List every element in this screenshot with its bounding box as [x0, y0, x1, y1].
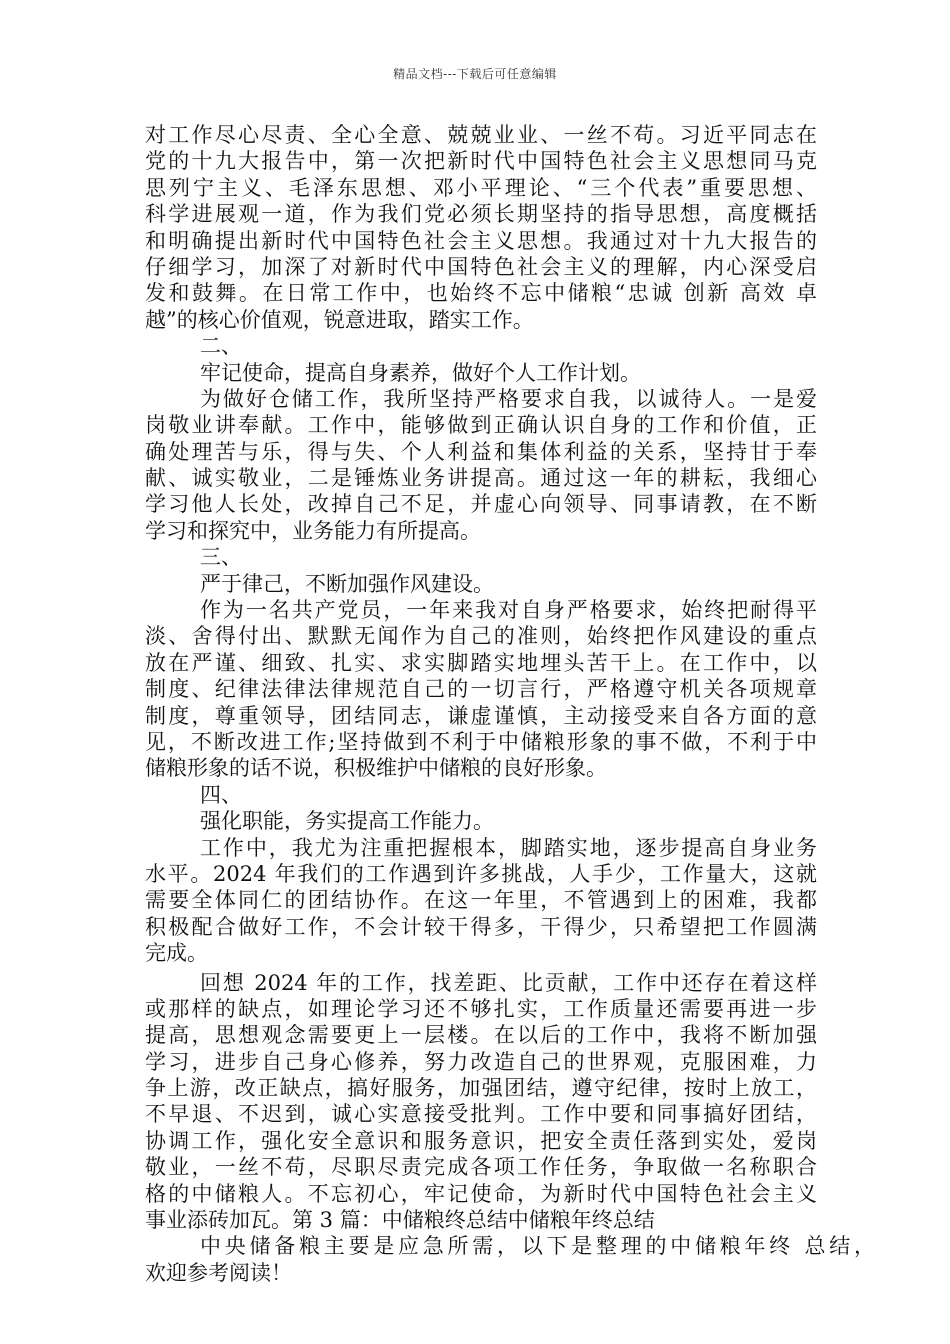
text-line: 提高，思想观念需要更上一层楼。在以后的工作中，我将不断加强 — [145, 1023, 817, 1048]
text-line: 格的中储粮人。不忘初心，牢记使命，为新时代中国特色社会主义 — [145, 1181, 817, 1206]
text-line: 对工作尽心尽责、全心全意、兢兢业业、一丝不苟。习近平同志在 — [145, 123, 817, 147]
text-line: 回想 2024 年的工作，找差距、比贡献，工作中还存在着这样 — [200, 970, 817, 995]
text-line: 和明确提出新时代中国特色社会主义思想。我通过对十九大报告的 — [145, 228, 817, 253]
text-line: 三、 — [200, 545, 242, 570]
text-line: 工作中，我尤为注重把握根本，脚踏实地，逐步提高自身业务 — [200, 835, 817, 860]
text-line: 党的十九大报告中，第一次把新时代中国特色社会主义思想同马克 — [145, 149, 817, 174]
text-line: 学习和探究中，业务能力有所提高。 — [145, 518, 481, 543]
text-line: 欢迎参考阅读！ — [145, 1260, 292, 1285]
document-body — [145, 122, 875, 1286]
text-line: 作为一名共产党员，一年来我对自身严格要求，始终把耐得平 — [200, 598, 817, 623]
text-line: 事业添砖加瓦。第 3 篇：中储粮终总结中储粮年终总结 — [145, 1208, 655, 1233]
text-line: 或那样的缺点，如理论学习还不够扎实，工作质量还需要再进一步 — [145, 996, 817, 1021]
text-line: 强化职能，务实提高工作能力。 — [200, 809, 494, 834]
text-line: 为做好仓储工作，我所坚持严格要求自我，以诚待人。一是爱 — [200, 386, 817, 411]
text-line: 四、 — [200, 782, 242, 807]
text-line: 制度、纪律法律法律规范自己的一切言行，严格遵守机关各项规章 — [145, 677, 817, 702]
text-line: 完成。 — [145, 941, 208, 966]
text-line: 发和鼓舞。在日常工作中，也始终不忘中储粮“忠诚 创新 高效 卓 — [145, 281, 817, 306]
page-header: 精品文档---下载后可任意编辑 — [393, 67, 557, 81]
text-line: 淡、舍得付出、默默无闻作为自己的准则，始终把作风建设的重点 — [145, 624, 817, 649]
text-line: 仔细学习，加深了对新时代中国特色社会主义的理解，内心深受启 — [145, 254, 817, 279]
text-line: 储粮形象的话不说，积极维护中储粮的良好形象。 — [145, 756, 607, 781]
text-line: 严于律己，不断加强作风建设。 — [200, 571, 494, 596]
text-line: 确处理苦与乐，得与失、个人利益和集体利益的关系，坚持甘于奉 — [145, 439, 817, 464]
text-line: 越”的核心价值观，锐意进取，踏实工作。 — [145, 307, 534, 332]
text-line: 积极配合做好工作，不会计较干得多，干得少，只希望把工作圆满 — [145, 914, 817, 939]
text-line: 水平。2024 年我们的工作遇到许多挑战，人手少，工作量大，这就 — [145, 861, 817, 886]
text-line: 学习他人长处，改掉自己不足，并虚心向领导、同事请教，在不断 — [145, 492, 817, 517]
text-line: 中央储备粮主要是应急所需，以下是整理的中储粮年终 总结， — [200, 1234, 875, 1259]
text-line: 制度，尊重领导，团结同志，谦虚谨慎，主动接受来自各方面的意 — [145, 703, 817, 728]
text-line: 献、诚实敬业，二是锤炼业务讲提高。通过这一年的耕耘，我细心 — [145, 466, 817, 491]
text-line: 科学进展观一道，作为我们党必须长期坚持的指导思想，高度概括 — [145, 202, 817, 227]
text-line: 敬业，一丝不苟，尽职尽责完成各项工作任务，争取做一名称职合 — [145, 1155, 817, 1180]
text-line: 岗敬业讲奉献。工作中，能够做到正确认识自身的工作和价值，正 — [145, 413, 817, 438]
text-line: 不早退、不迟到，诚心实意接受批判。工作中要和同事搞好团结， — [145, 1102, 817, 1127]
text-line: 协调工作，强化安全意识和服务意识，把安全责任落到实处，爱岗 — [145, 1128, 817, 1153]
text-line: 思列宁主义、毛泽东思想、邓小平理论、“三个代表”重要思想、 — [145, 175, 817, 200]
text-line: 需要全体同仁的团结协作。在这一年里，不管遇到上的困难，我都 — [145, 888, 817, 913]
text-line: 二、 — [200, 334, 242, 359]
text-line: 见，不断改进工作;坚持做到不利于中储粮形象的事不做，不利于中 — [145, 729, 817, 754]
text-line: 学习，进步自己身心修养，努力改造自己的世界观，克服困难，力 — [145, 1049, 817, 1074]
text-line: 牢记使命，提高自身素养，做好个人工作计划。 — [200, 360, 641, 385]
text-line: 放在严谨、细致、扎实、求实脚踏实地埋头苦干上。在工作中，以 — [145, 650, 817, 675]
text-line: 争上游，改正缺点，搞好服务，加强团结，遵守纪律，按时上放工， — [145, 1076, 817, 1101]
